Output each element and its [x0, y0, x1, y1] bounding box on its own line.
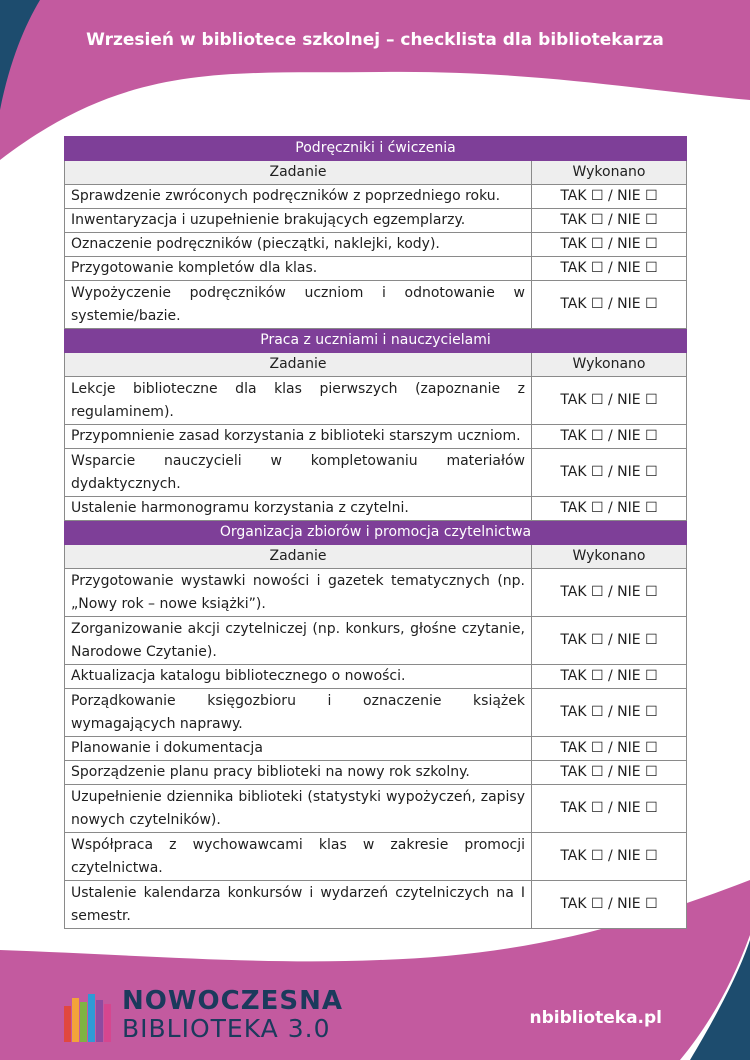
table-row [65, 737, 687, 761]
section-header-row [65, 137, 687, 161]
table-row [65, 833, 687, 881]
column-header-done: Wykonano [532, 545, 687, 569]
footer-website-link[interactable]: nbiblioteka.pl [529, 1008, 662, 1028]
task-text: Wsparcie nauczycieli w kompletowaniu materiałów dydaktycznych. [65, 449, 532, 497]
section-title: Organizacja zbiorów i promocja czytelnictwa [65, 521, 687, 545]
page-title: Wrzesień w bibliotece szkolnej – checklista dla bibliotekarza [86, 30, 664, 50]
done-checkbox-cell[interactable]: TAK ☐ / NIE ☐ [532, 689, 687, 737]
done-checkbox-cell[interactable]: TAK ☐ / NIE ☐ [532, 785, 687, 833]
done-checkbox-cell[interactable]: TAK ☐ / NIE ☐ [532, 617, 687, 665]
task-text: Uzupełnienie dziennika biblioteki (statystyki wypożyczeń, zapisy nowych czytelników). [65, 785, 532, 833]
books-logo-icon [64, 994, 116, 1042]
table-row [65, 569, 687, 617]
checklist-table [64, 136, 687, 929]
done-checkbox-cell[interactable]: TAK ☐ / NIE ☐ [532, 761, 687, 785]
task-text: Planowanie i dokumentacja [65, 737, 532, 761]
table-row [65, 881, 687, 929]
table-row [65, 617, 687, 665]
done-checkbox-cell[interactable]: TAK ☐ / NIE ☐ [532, 569, 687, 617]
task-text: Oznaczenie podręczników (pieczątki, naklejki, kody). [65, 233, 532, 257]
done-checkbox-cell[interactable]: TAK ☐ / NIE ☐ [532, 233, 687, 257]
section-header-row [65, 521, 687, 545]
column-header-task: Zadanie [65, 161, 532, 185]
task-text: Zorganizowanie akcji czytelniczej (np. konkurs, głośne czytanie, Narodowe Czytanie). [65, 617, 532, 665]
done-checkbox-cell[interactable]: TAK ☐ / NIE ☐ [532, 881, 687, 929]
column-header-row [65, 545, 687, 569]
task-text: Ustalenie kalendarza konkursów i wydarzeń czytelniczych na I semestr. [65, 881, 532, 929]
task-text: Przypomnienie zasad korzystania z biblioteki starszym uczniom. [65, 425, 532, 449]
table-row [65, 377, 687, 425]
task-text: Ustalenie harmonogramu korzystania z czytelni. [65, 497, 532, 521]
table-row [65, 209, 687, 233]
done-checkbox-cell[interactable]: TAK ☐ / NIE ☐ [532, 665, 687, 689]
task-text: Współpraca z wychowawcami klas w zakresie promocji czytelnictwa. [65, 833, 532, 881]
task-text: Przygotowanie wystawki nowości i gazetek tematycznych (np. „Nowy rok – nowe książki”). [65, 569, 532, 617]
column-header-done: Wykonano [532, 161, 687, 185]
task-text: Sporządzenie planu pracy biblioteki na nowy rok szkolny. [65, 761, 532, 785]
table-row [65, 233, 687, 257]
table-row [65, 785, 687, 833]
column-header-row [65, 353, 687, 377]
section-title: Podręczniki i ćwiczenia [65, 137, 687, 161]
done-checkbox-cell[interactable]: TAK ☐ / NIE ☐ [532, 377, 687, 425]
column-header-done: Wykonano [532, 353, 687, 377]
column-header-task: Zadanie [65, 545, 532, 569]
table-row [65, 665, 687, 689]
done-checkbox-cell[interactable]: TAK ☐ / NIE ☐ [532, 185, 687, 209]
column-header-row [65, 161, 687, 185]
done-checkbox-cell[interactable]: TAK ☐ / NIE ☐ [532, 497, 687, 521]
done-checkbox-cell[interactable]: TAK ☐ / NIE ☐ [532, 833, 687, 881]
column-header-task: Zadanie [65, 353, 532, 377]
done-checkbox-cell[interactable]: TAK ☐ / NIE ☐ [532, 737, 687, 761]
task-text: Przygotowanie kompletów dla klas. [65, 257, 532, 281]
section-header-row [65, 329, 687, 353]
task-text: Sprawdzenie zwróconych podręczników z poprzedniego roku. [65, 185, 532, 209]
logo-text-bottom: BIBLIOTEKA 3.0 [122, 1014, 331, 1043]
brand-logo [64, 986, 364, 1042]
task-text: Aktualizacja katalogu bibliotecznego o nowości. [65, 665, 532, 689]
logo-text-top: NOWOCZESNA [122, 986, 343, 1016]
task-text: Wypożyczenie podręczników uczniom i odnotowanie w systemie/bazie. [65, 281, 532, 329]
task-text: Lekcje biblioteczne dla klas pierwszych (zapoznanie z regulaminem). [65, 377, 532, 425]
done-checkbox-cell[interactable]: TAK ☐ / NIE ☐ [532, 281, 687, 329]
table-row [65, 281, 687, 329]
table-row [65, 449, 687, 497]
section-title: Praca z uczniami i nauczycielami [65, 329, 687, 353]
table-row [65, 497, 687, 521]
task-text: Inwentaryzacja i uzupełnienie brakujących egzemplarzy. [65, 209, 532, 233]
done-checkbox-cell[interactable]: TAK ☐ / NIE ☐ [532, 449, 687, 497]
table-row [65, 257, 687, 281]
table-row [65, 185, 687, 209]
task-text: Porządkowanie księgozbioru i oznaczenie książek wymagających naprawy. [65, 689, 532, 737]
table-row [65, 689, 687, 737]
done-checkbox-cell[interactable]: TAK ☐ / NIE ☐ [532, 425, 687, 449]
done-checkbox-cell[interactable]: TAK ☐ / NIE ☐ [532, 257, 687, 281]
table-row [65, 761, 687, 785]
done-checkbox-cell[interactable]: TAK ☐ / NIE ☐ [532, 209, 687, 233]
table-row [65, 425, 687, 449]
